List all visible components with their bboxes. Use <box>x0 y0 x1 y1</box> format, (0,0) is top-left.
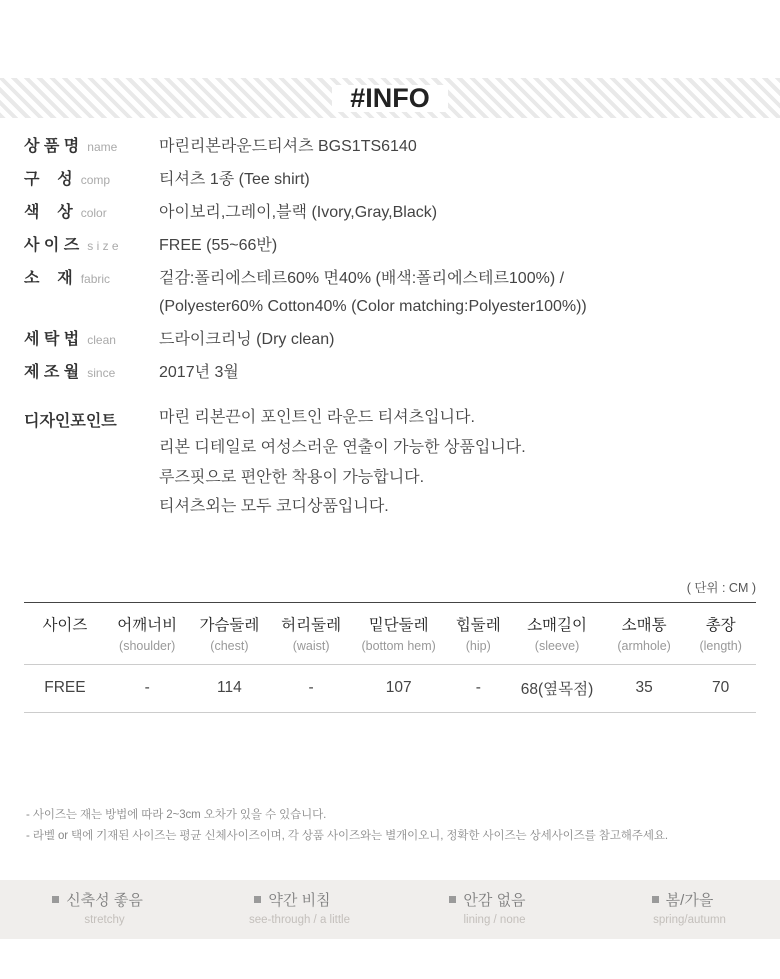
size-header-bottom-hem: 밑단둘레 <box>352 603 445 638</box>
size-table-head <box>24 603 756 665</box>
spec-row-clean <box>24 326 764 350</box>
cell-chest: 114 <box>189 665 271 713</box>
cell-shoulder: - <box>106 665 189 713</box>
spec-label-en: comp <box>80 173 111 188</box>
attribute-label-en: stretchy <box>84 913 125 926</box>
spec-label-en: s i z e <box>87 239 119 254</box>
attribute-label-kr: 약간 비침 <box>268 892 331 910</box>
spec-row-name <box>24 133 764 157</box>
bullet-square-icon <box>652 896 659 903</box>
spec-label-kr: 소 재 <box>24 270 73 288</box>
spec-label-comp <box>24 166 159 189</box>
spec-label-en: name <box>87 140 118 154</box>
attribute-label-kr: 봄/가을 <box>665 892 714 910</box>
size-header-length-en: (length) <box>699 639 742 653</box>
spec-value-color: 아이보리,그레이,블랙 (Ivory,Gray,Black) <box>159 204 438 222</box>
spec-row-color <box>24 199 764 223</box>
spec-row-size <box>24 232 764 256</box>
spec-list <box>24 133 764 392</box>
size-header-length: 총장 <box>685 603 756 638</box>
bullet-square-icon <box>254 896 261 903</box>
attribute-label-kr: 신축성 좋음 <box>66 892 143 910</box>
bullet-square-icon <box>52 896 59 903</box>
footnotes <box>26 806 766 848</box>
size-header-size-en <box>24 637 106 665</box>
size-header-chest: 가슴둘레 <box>189 603 271 638</box>
size-header-waist-en: (waist) <box>292 639 330 653</box>
info-banner <box>0 78 780 118</box>
design-point-block <box>24 408 764 527</box>
cell-waist: - <box>270 665 352 713</box>
cell-size: FREE <box>24 665 106 713</box>
size-header-size: 사이즈 <box>24 603 106 638</box>
size-table-body <box>24 665 756 713</box>
cell-sleeve: 68(옆목점) <box>511 665 603 713</box>
size-header-shoulder: 어깨너비 <box>106 603 189 638</box>
size-header-armhole-en: (armhole) <box>617 639 671 653</box>
attribute-bar <box>0 880 780 939</box>
size-table-header-row-en <box>24 637 756 665</box>
size-header-sleeve: 소매길이 <box>511 603 603 638</box>
spec-row-comp <box>24 166 764 190</box>
spec-label-since <box>24 359 159 382</box>
attribute-see-through <box>195 892 390 927</box>
size-header-bottom-hem-en: (bottom hem) <box>361 639 436 653</box>
size-header-hip-en: (hip) <box>465 639 491 653</box>
size-header-shoulder-en: (shoulder) <box>119 639 176 653</box>
design-point-line: 리본 디테일로 여성스러운 연출이 가능한 상품입니다. <box>159 438 526 456</box>
attribute-stretchy <box>0 892 195 927</box>
attribute-label-kr: 안감 없음 <box>463 892 526 910</box>
spec-label-en: fabric <box>80 272 111 287</box>
cell-armhole: 35 <box>603 665 686 713</box>
design-point-line: 티셔츠외는 모두 코디상품입니다. <box>159 498 389 516</box>
footnote-line: - 라벨 or 택에 기재된 사이즈는 평균 신체사이즈이며, 각 상품 사이즈와는 별개이오니, 정확한 사이즈는 상세사이즈를 참고해주세요. <box>26 830 668 842</box>
spec-value-fabric-line2: (Polyester60% Cotton40% (Color matching:Polyester100%)) <box>159 297 587 315</box>
spec-label-size <box>24 232 159 255</box>
table-row <box>24 665 756 713</box>
spec-row-since <box>24 359 764 383</box>
spec-label-en: since <box>87 365 116 380</box>
spec-value-comp: 티셔츠 1종 (Tee shirt) <box>159 171 310 189</box>
size-header-waist: 허리둘레 <box>270 603 352 638</box>
cell-bottom-hem: 107 <box>352 665 445 713</box>
design-point-label: 디자인포인트 <box>24 413 117 430</box>
size-header-chest-en: (chest) <box>210 639 249 653</box>
spec-label-clean <box>24 326 159 349</box>
spec-label-kr: 상 품 명 <box>24 138 80 155</box>
design-point-line: 마린 리본끈이 포인트인 라운드 티셔츠입니다. <box>159 409 475 426</box>
size-header-sleeve-en: (sleeve) <box>534 639 580 653</box>
size-unit-note: ( 단위 : CM ) <box>686 581 756 595</box>
cell-length: 70 <box>685 665 756 713</box>
spec-value-clean: 드라이크리닝 (Dry clean) <box>159 330 335 348</box>
spec-label-kr: 사 이 즈 <box>24 237 80 255</box>
page-title: #INFO <box>350 82 430 113</box>
info-title-wrap <box>332 82 448 113</box>
cell-hip: - <box>445 665 511 713</box>
spec-label-kr: 색 상 <box>24 204 73 222</box>
spec-label-name <box>24 133 159 156</box>
design-point-line: 루즈핏으로 편안한 착용이 가능합니다. <box>159 468 425 486</box>
spec-label-kr: 제 조 월 <box>24 363 80 381</box>
spec-value-fabric <box>159 268 587 316</box>
spec-row-fabric <box>24 265 764 316</box>
spec-value-size: FREE (55~66반) <box>159 237 278 255</box>
size-table-header-row-kr <box>24 603 756 638</box>
bullet-square-icon <box>449 896 456 903</box>
design-point-lines <box>159 408 526 527</box>
spec-label-kr: 구 성 <box>24 171 73 189</box>
attribute-season <box>585 892 780 927</box>
spec-label-en: color <box>80 206 107 221</box>
attribute-label-en: lining / none <box>463 913 526 926</box>
size-table <box>24 602 756 713</box>
spec-label-kr: 세 탁 법 <box>24 330 80 348</box>
footnote-line: - 사이즈는 재는 방법에 따라 2~3cm 오차가 있을 수 있습니다. <box>26 809 327 821</box>
spec-label-color <box>24 199 159 222</box>
attribute-label-en: spring/autumn <box>653 913 726 926</box>
attribute-lining <box>390 892 585 927</box>
spec-value-since: 2017년 3월 <box>159 363 239 381</box>
size-header-armhole: 소매통 <box>603 603 686 638</box>
attribute-label-en: see-through / a little <box>248 913 350 926</box>
spec-value-fabric-line1: 겉감:폴리에스테르60% 면40% (배색:폴리에스테르100%) / <box>159 270 565 288</box>
spec-value-name: 마린리본라운드티셔츠 BGS1TS6140 <box>159 138 417 155</box>
spec-label-fabric <box>24 265 159 288</box>
size-header-hip: 힙둘레 <box>445 603 511 638</box>
spec-label-en: clean <box>87 332 116 347</box>
